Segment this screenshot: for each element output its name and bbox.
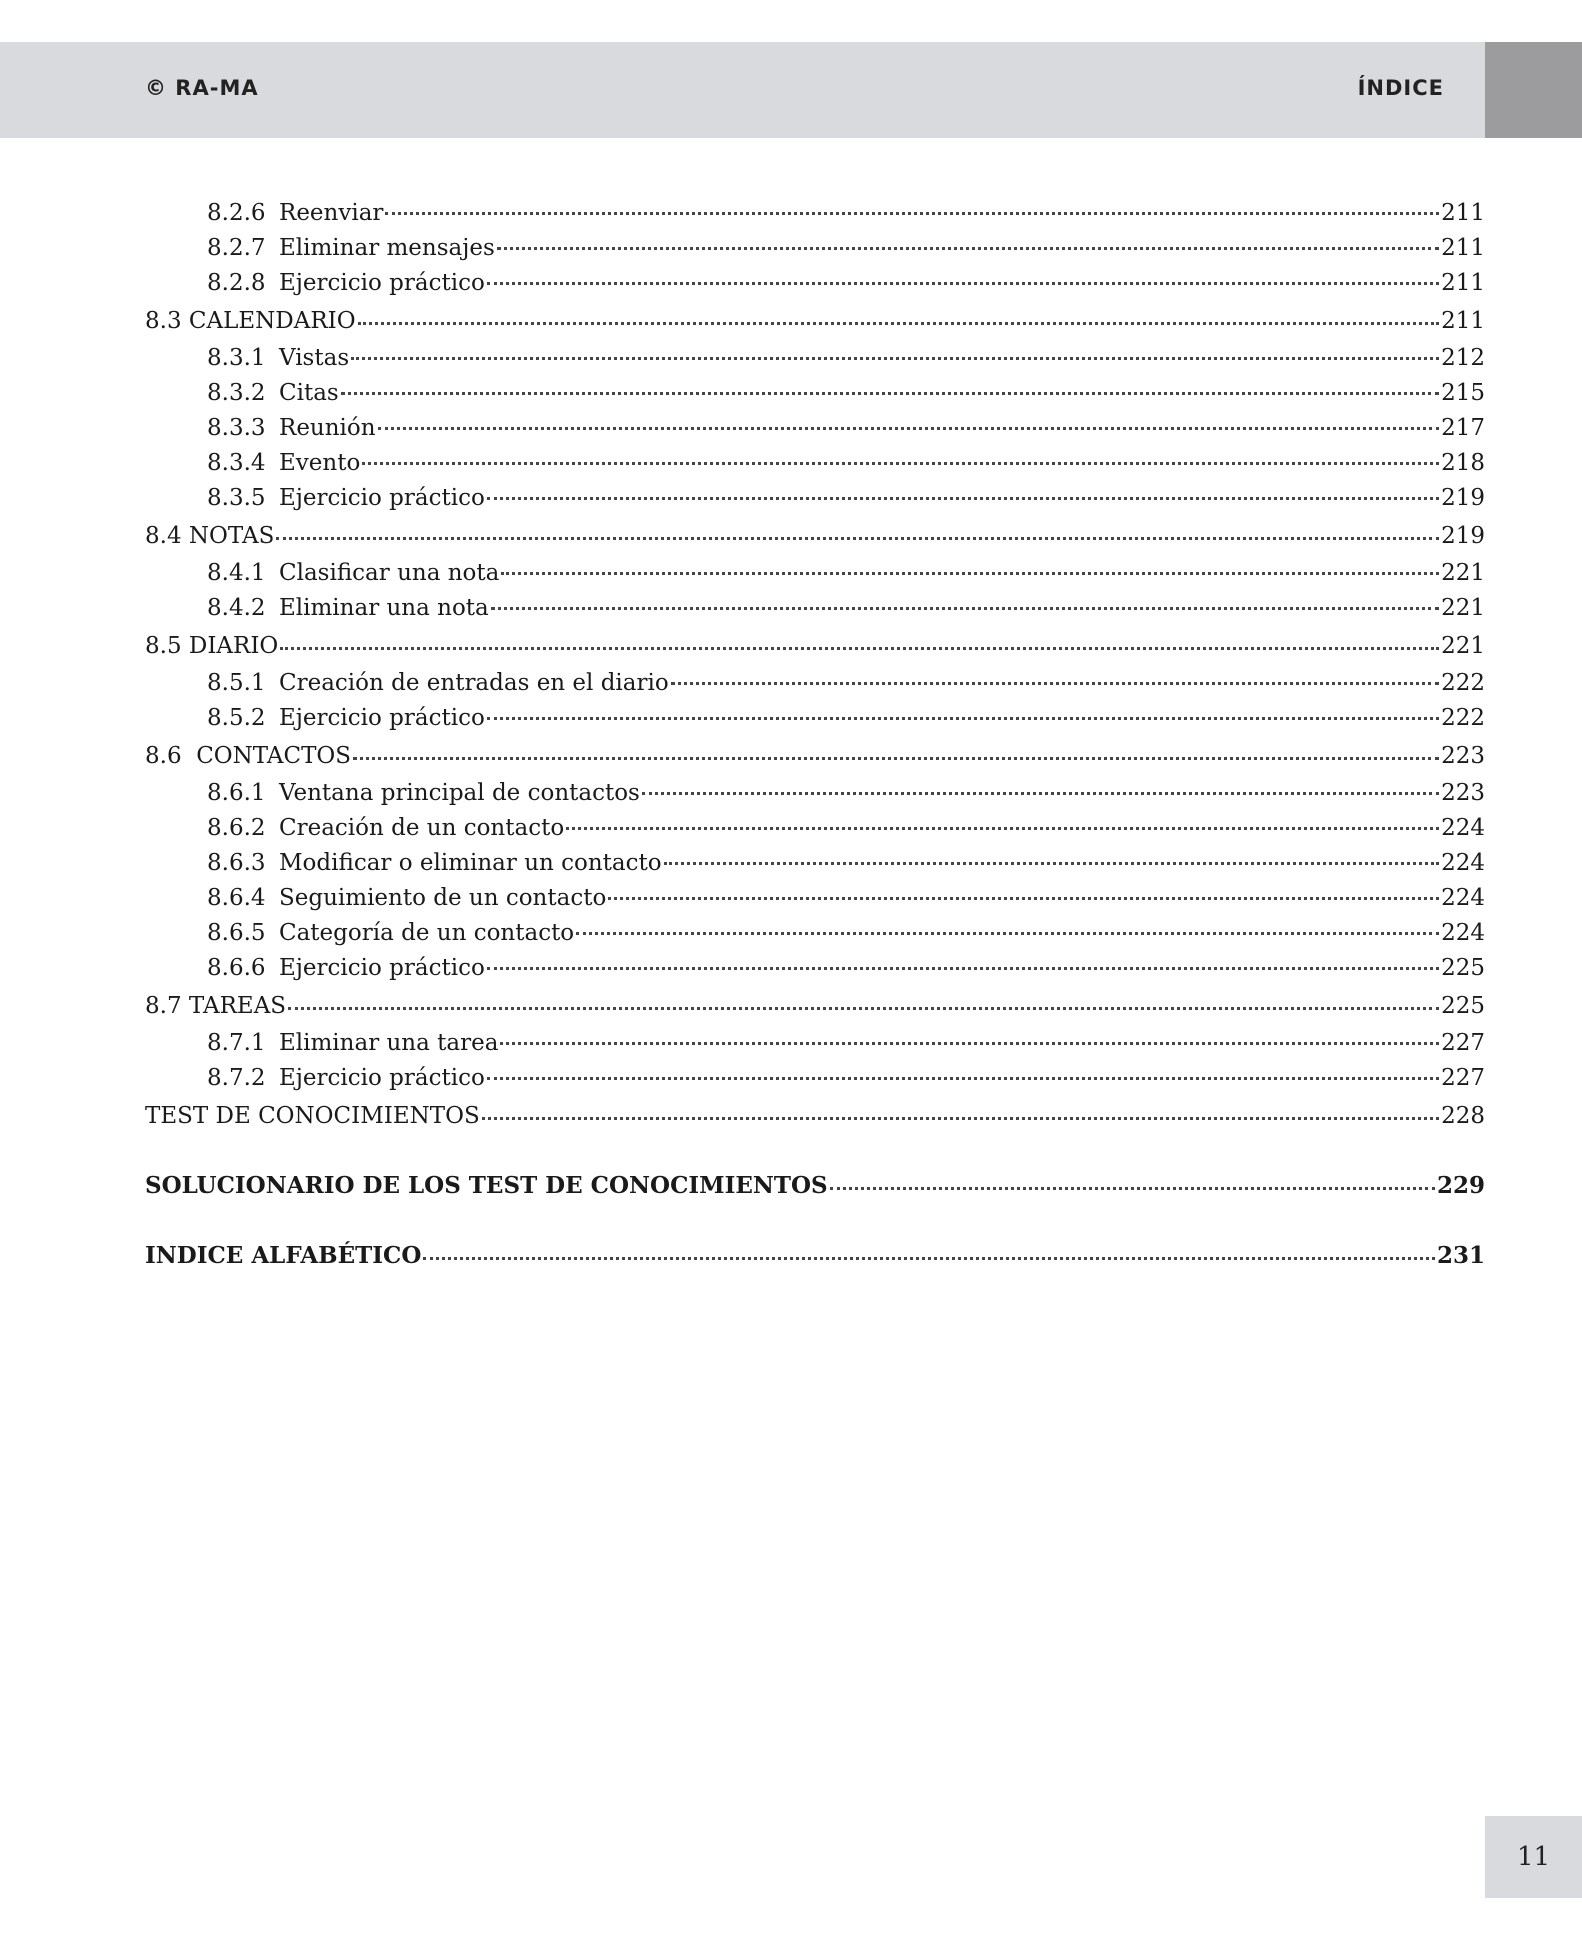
- dot-leader: [664, 862, 1439, 865]
- dot-leader: [671, 682, 1439, 685]
- toc-entry-page: 222: [1441, 670, 1485, 696]
- toc-entry-page: 211: [1441, 235, 1485, 261]
- toc-entry: [145, 951, 1485, 986]
- publisher-header: © RA-MA: [145, 76, 259, 100]
- toc-entry-number: 8.2.8: [207, 270, 266, 296]
- toc-entry-page: 223: [1441, 743, 1485, 769]
- toc-entry-page: 224: [1441, 885, 1485, 911]
- toc-entry-title: Reenviar: [279, 200, 384, 226]
- dot-leader: [501, 572, 1439, 575]
- toc-entry: [145, 556, 1485, 591]
- toc-entry: [145, 446, 1485, 481]
- toc-entry-page: 224: [1441, 815, 1485, 841]
- dot-leader: [358, 322, 1440, 325]
- toc-entry-title: Seguimiento de un contacto: [279, 885, 607, 911]
- toc-entry-number: 8.7.1: [207, 1030, 266, 1056]
- toc-entry-title: Ejercicio práctico: [279, 485, 485, 511]
- toc-entry: [145, 626, 1485, 666]
- toc-entry-page: 225: [1441, 993, 1485, 1019]
- toc-entry-page: 227: [1441, 1065, 1485, 1091]
- toc-entry-page: 219: [1441, 485, 1485, 511]
- toc-entry-page: 218: [1441, 450, 1485, 476]
- toc-entry-number: 8.2.7: [207, 235, 266, 261]
- toc-entry-number: 8.3.3: [207, 415, 266, 441]
- toc-entry-page: 223: [1441, 780, 1485, 806]
- dot-leader: [500, 1042, 1439, 1045]
- dot-leader: [280, 647, 1439, 650]
- toc-entry-page: 221: [1441, 595, 1485, 621]
- dot-leader: [385, 212, 1439, 215]
- toc-entry-page: 228: [1441, 1103, 1485, 1129]
- toc-entry-title: INDICE ALFABÉTICO: [145, 1242, 422, 1269]
- toc-entry: [145, 516, 1485, 556]
- dot-leader: [288, 1007, 1439, 1010]
- table-of-contents: [145, 196, 1485, 1276]
- toc-entry-title: Ventana principal de contactos: [279, 780, 640, 806]
- toc-entry: [145, 376, 1485, 411]
- toc-entry: [145, 846, 1485, 881]
- toc-entry: [145, 916, 1485, 951]
- toc-entry-title: 8.7 TAREAS: [145, 993, 287, 1019]
- toc-entry-title: Vistas: [279, 345, 350, 371]
- toc-entry-page: 231: [1436, 1242, 1485, 1269]
- dot-leader: [566, 827, 1439, 830]
- dot-leader: [487, 282, 1439, 285]
- dot-leader: [341, 392, 1439, 395]
- toc-entry-title: Evento: [279, 450, 361, 476]
- toc-entry-number: 8.6.2: [207, 815, 266, 841]
- toc-entry-title: 8.3 CALENDARIO: [145, 308, 356, 334]
- dot-leader: [642, 792, 1439, 795]
- toc-entry-title: Creación de un contacto: [279, 815, 565, 841]
- toc-entry-number: 8.4.2: [207, 595, 266, 621]
- toc-entry-number: 8.5.1: [207, 670, 266, 696]
- toc-entry: [145, 736, 1485, 776]
- toc-entry-page: 224: [1441, 920, 1485, 946]
- dot-leader: [378, 427, 1440, 430]
- toc-entry-title: Eliminar mensajes: [279, 235, 495, 261]
- toc-entry-number: 8.3.4: [207, 450, 266, 476]
- dot-leader: [491, 607, 1439, 610]
- toc-entry: [145, 986, 1485, 1026]
- toc-entry-number: 8.7.2: [207, 1065, 266, 1091]
- toc-entry-title: 8.5 DIARIO: [145, 633, 279, 659]
- toc-entry: [145, 701, 1485, 736]
- toc-entry: [145, 1061, 1485, 1096]
- toc-entry-number: 8.4.1: [207, 560, 266, 586]
- toc-entry-page: 221: [1441, 560, 1485, 586]
- toc-entry: [145, 1026, 1485, 1061]
- toc-entry-page: 224: [1441, 850, 1485, 876]
- toc-entry-title: 8.4 NOTAS: [145, 523, 275, 549]
- toc-entry-title: TEST DE CONOCIMIENTOS: [145, 1103, 480, 1129]
- dot-leader: [487, 1077, 1439, 1080]
- toc-entry: [145, 881, 1485, 916]
- toc-entry: [145, 591, 1485, 626]
- header-tab: [1485, 42, 1582, 138]
- toc-entry: [145, 231, 1485, 266]
- toc-entry-title: Creación de entradas en el diario: [279, 670, 669, 696]
- toc-entry: [145, 811, 1485, 846]
- toc-entry-title: SOLUCIONARIO DE LOS TEST DE CONOCIMIENTOS: [145, 1172, 828, 1199]
- toc-entry-number: 8.3.5: [207, 485, 266, 511]
- toc-entry-number: 8.6.6: [207, 955, 266, 981]
- toc-entry: [145, 1236, 1485, 1276]
- page-number: 11: [1516, 1842, 1551, 1872]
- toc-entry-number: 8.6.3: [207, 850, 266, 876]
- toc-entry-number: 8.5.2: [207, 705, 266, 731]
- dot-leader: [276, 537, 1439, 540]
- toc-entry-title: Ejercicio práctico: [279, 705, 485, 731]
- toc-entry-number: 8.6.4: [207, 885, 266, 911]
- toc-entry-title: Modificar o eliminar un contacto: [279, 850, 662, 876]
- dot-leader: [423, 1257, 1435, 1260]
- dot-leader: [487, 967, 1439, 970]
- toc-entry-title: Clasificar una nota: [279, 560, 500, 586]
- toc-entry: [145, 341, 1485, 376]
- toc-entry-number: 8.6.1: [207, 780, 266, 806]
- toc-entry-page: 217: [1441, 415, 1485, 441]
- toc-entry-page: 219: [1441, 523, 1485, 549]
- toc-entry-page: 227: [1441, 1030, 1485, 1056]
- toc-entry-page: 221: [1441, 633, 1485, 659]
- toc-entry-page: 211: [1441, 270, 1485, 296]
- dot-leader: [608, 897, 1439, 900]
- toc-entry: [145, 266, 1485, 301]
- toc-entry: [145, 196, 1485, 231]
- toc-entry-title: Citas: [279, 380, 339, 406]
- section-header: ÍNDICE: [1357, 76, 1444, 100]
- toc-entry-number: 8.2.6: [207, 200, 266, 226]
- toc-entry: [145, 481, 1485, 516]
- toc-entry-title: Reunión: [279, 415, 376, 441]
- dot-leader: [497, 247, 1439, 250]
- toc-entry-page: 211: [1441, 200, 1485, 226]
- toc-entry-title: Categoría de un contacto: [279, 920, 575, 946]
- toc-entry-page: 222: [1441, 705, 1485, 731]
- toc-entry: [145, 1096, 1485, 1136]
- toc-entry-title: Eliminar una nota: [279, 595, 489, 621]
- toc-entry: [145, 666, 1485, 701]
- toc-entry-number: 8.6.5: [207, 920, 266, 946]
- toc-entry-title: Ejercicio práctico: [279, 270, 485, 296]
- toc-entry-page: 229: [1436, 1172, 1485, 1199]
- toc-entry-page: 225: [1441, 955, 1485, 981]
- toc-entry: [145, 301, 1485, 341]
- toc-entry-title: Eliminar una tarea: [279, 1030, 499, 1056]
- toc-entry-number: 8.3.2: [207, 380, 266, 406]
- dot-leader: [353, 757, 1439, 760]
- dot-leader: [351, 357, 1439, 360]
- toc-entry-page: 211: [1441, 308, 1485, 334]
- toc-entry: [145, 1166, 1485, 1206]
- dot-leader: [576, 932, 1439, 935]
- toc-entry-title: Ejercicio práctico: [279, 955, 485, 981]
- dot-leader: [362, 462, 1439, 465]
- toc-entry-title: Ejercicio práctico: [279, 1065, 485, 1091]
- toc-entry-title: 8.6 CONTACTOS: [145, 743, 352, 769]
- toc-entry-page: 212: [1441, 345, 1485, 371]
- dot-leader: [487, 497, 1439, 500]
- dot-leader: [482, 1117, 1439, 1120]
- toc-entry: [145, 411, 1485, 446]
- toc-entry-page: 215: [1441, 380, 1485, 406]
- toc-entry: [145, 776, 1485, 811]
- dot-leader: [487, 717, 1439, 720]
- dot-leader: [830, 1187, 1435, 1190]
- toc-entry-number: 8.3.1: [207, 345, 266, 371]
